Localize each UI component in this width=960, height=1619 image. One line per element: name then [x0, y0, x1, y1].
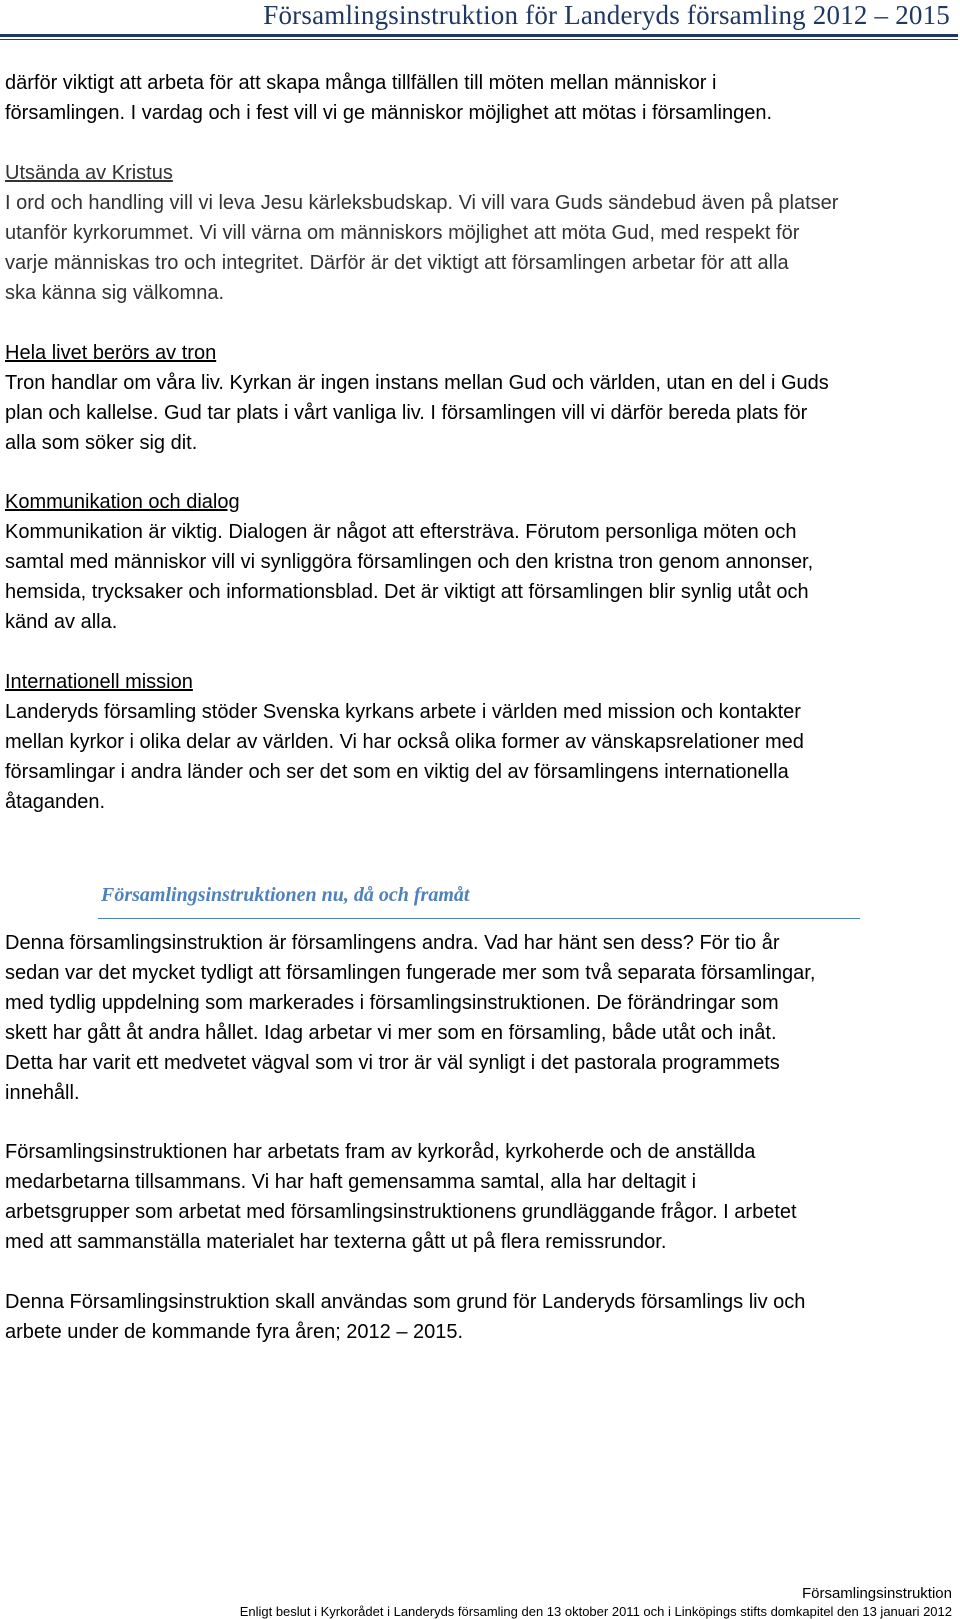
text-line: medarbetarna tillsammans. Vi har haft gemensamma samtal, alla har deltagit i: [5, 1171, 697, 1193]
section-heading: Kommunikation och dialog: [5, 491, 240, 513]
text-line: åtaganden.: [5, 791, 106, 813]
section-utsanda: [5, 158, 955, 308]
section-hela-livet: [5, 338, 955, 458]
text-line: skett har gått åt andra hållet. Idag arbetar vi mer som en församling, både utåt och inåt.: [5, 1022, 777, 1044]
text-line: alla som söker sig dit.: [5, 432, 198, 454]
text-line: Denna församlingsinstruktion är församlingens andra. Vad har hänt sen dess? För tio år: [5, 932, 780, 954]
subsection-rule: [98, 918, 860, 919]
text-line: plan och kallelse. Gud tar plats i vårt vanliga liv. I församlingen vill vi därför bereda plats för: [5, 402, 808, 424]
text-line: ska känna sig välkomna.: [5, 282, 225, 304]
text-line: Kommunikation är viktig. Dialogen är något att eftersträva. Förutom personliga möten och: [5, 521, 797, 543]
text-line: församlingar i andra länder och ser det som en viktig del av församlingens internationella: [5, 761, 789, 783]
subsection-paragraph: [5, 928, 955, 1108]
section-heading: Utsända av Kristus: [5, 162, 173, 184]
footer-note: Enligt beslut i Kyrkorådet i Landeryds församling den 13 oktober 2011 och i Linköpings stifts domkapitel den 13 januari 2012: [239, 1604, 952, 1619]
subsection-paragraph: [5, 1287, 955, 1347]
text-line: samtal med människor vill vi synliggöra församlingen och den kristna tron genom annonser,: [5, 551, 814, 573]
section-heading: Internationell mission: [5, 671, 193, 693]
text-line: Församlingsinstruktionen har arbetats fram av kyrkoråd, kyrkoherde och de anställda: [5, 1141, 756, 1163]
text-line: hemsida, trycksaker och informationsblad. Det är viktigt att församlingen blir synlig utåt och: [5, 581, 809, 603]
text-line: varje människas tro och integritet. Därför är det viktigt att församlingen arbetar för att alla: [5, 252, 789, 274]
text-line: Tron handlar om våra liv. Kyrkan är ingen instans mellan Gud och världen, utan en del i Guds: [5, 372, 829, 394]
subsection-paragraph: [5, 1137, 955, 1257]
text-line: församlingen. I vardag och i fest vill vi ge människor möjlighet att mötas i församlingen.: [5, 102, 773, 124]
text-line: arbete under de kommande fyra åren; 2012 – 2015.: [5, 1321, 464, 1343]
section-internationell: [5, 667, 955, 817]
text-line: känd av alla.: [5, 611, 118, 633]
text-line: därför viktigt att arbeta för att skapa många tillfällen till möten mellan människor i: [5, 72, 717, 94]
text-line: I ord och handling vill vi leva Jesu kärleksbudskap. Vi vill vara Guds sändebud även på platser: [5, 192, 839, 214]
text-line: med tydlig uppdelning som markerades i församlingsinstruktionen. De förändringar som: [5, 992, 779, 1014]
text-line: innehåll.: [5, 1082, 80, 1104]
section-kommunikation: [5, 487, 955, 637]
header-title: Församlingsinstruktion för Landeryds församling 2012 – 2015: [263, 0, 950, 30]
text-line: mellan kyrkor i olika delar av världen. Vi har också olika former av vänskapsrelationer med: [5, 731, 804, 753]
text-line: arbetsgrupper som arbetat med församlingsinstruktionens grundläggande frågor. I arbetet: [5, 1201, 797, 1223]
intro-paragraph: [5, 68, 955, 128]
header-rule-thin: [0, 39, 958, 40]
text-line: Detta har varit ett medvetet vägval som vi tror är väl synligt i det pastorala programmets: [5, 1052, 780, 1074]
text-line: utanför kyrkorummet. Vi vill värna om människors möjlighet att möta Gud, med respekt för: [5, 222, 800, 244]
footer-title: Församlingsinstruktion: [801, 1585, 952, 1602]
text-line: Denna Församlingsinstruktion skall användas som grund för Landeryds församlings liv och: [5, 1291, 806, 1313]
header-rule: [0, 34, 958, 37]
section-heading: Hela livet berörs av tron: [5, 342, 217, 364]
subsection-heading: Församlingsinstruktionen nu, då och framåt: [101, 884, 470, 906]
text-line: med att sammanställa materialet har texterna gått ut på flera remissrundor.: [5, 1231, 667, 1253]
text-line: sedan var det mycket tydligt att församlingen fungerade mer som två separata församlingar,: [5, 962, 816, 984]
text-line: Landeryds församling stöder Svenska kyrkans arbete i världen med mission och kontakter: [5, 701, 801, 723]
